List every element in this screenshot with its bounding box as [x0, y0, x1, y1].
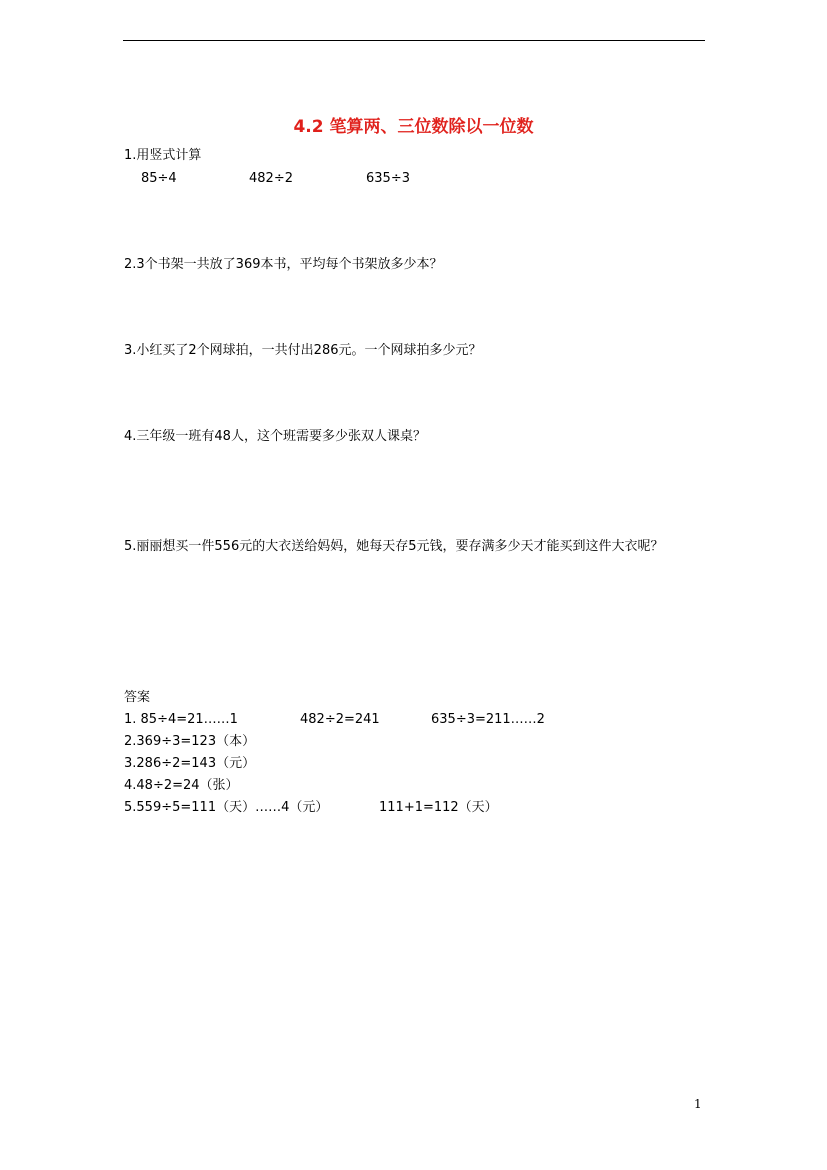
answer-1-part-2: 482÷2=241	[300, 712, 380, 727]
question-2: 2.3个书架一共放了369本书，平均每个书架放多少本？	[124, 257, 443, 272]
page-number: 1	[694, 1097, 702, 1111]
question-1-item-3: 635÷3	[366, 171, 410, 186]
answers-heading: 答案	[124, 690, 151, 705]
answer-4: 4.48÷2=24（张）	[124, 778, 239, 793]
answer-2: 2.369÷3=123（本）	[124, 734, 256, 749]
answer-5-part-1: 5.559÷5=111（天）……4（元）	[124, 800, 329, 815]
header-rule	[123, 40, 705, 41]
question-3: 3.小红买了2个网球拍，一共付出286元。一个网球拍多少元？	[124, 343, 482, 358]
question-5: 5.丽丽想买一件556元的大衣送给妈妈，她每天存5元钱，要存满多少天才能买到这件大衣呢？	[124, 539, 664, 554]
answer-1-part-1: 1. 85÷4=21……1	[124, 712, 238, 727]
page-title: 4.2 笔算两、三位数除以一位数	[293, 117, 534, 137]
question-1-label: 1.用竖式计算	[124, 148, 202, 163]
answer-3: 3.286÷2=143（元）	[124, 756, 256, 771]
answer-1-part-3: 635÷3=211……2	[431, 712, 545, 727]
answer-5-part-2: 111+1=112（天）	[379, 800, 498, 815]
question-1-item-2: 482÷2	[249, 171, 293, 186]
question-4: 4.三年级一班有48人，这个班需要多少张双人课桌？	[124, 429, 426, 444]
question-1-item-1: 85÷4	[141, 171, 177, 186]
